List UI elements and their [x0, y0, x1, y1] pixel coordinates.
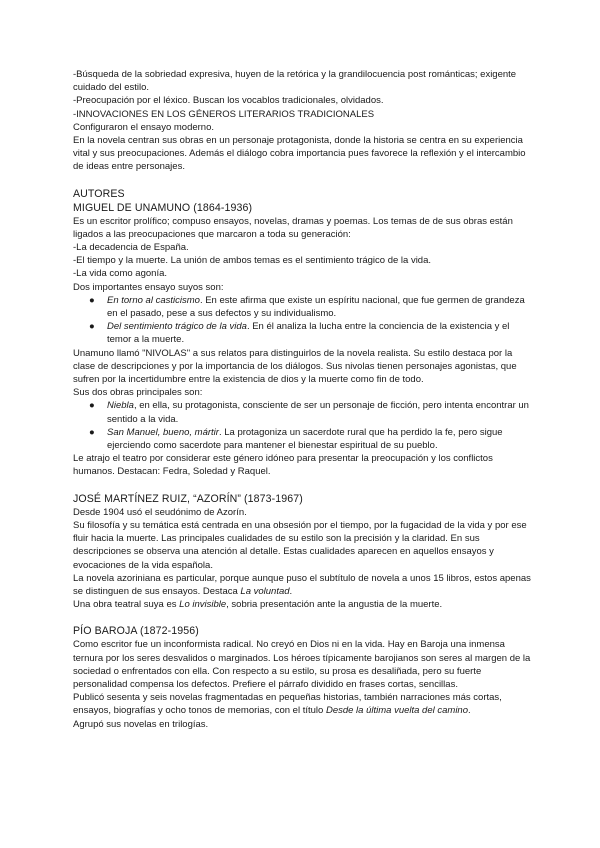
- list-item: [73, 426, 531, 452]
- essay-title: En torno al casticismo: [107, 294, 200, 306]
- essay-description: . En él analiza la lucha entre la conciencia de la existencia y el temor a la muerte.: [107, 321, 510, 346]
- azorin-paragraph-4: [73, 598, 531, 611]
- unamuno-essays-list: [73, 294, 531, 347]
- list-item: [73, 294, 531, 320]
- text-run: Publicó sesenta y seis novelas fragmentadas en pequeñas historias, también narraciones más cortas, ensayos, biografías y ocho tonos de memorias, con el título: [73, 692, 502, 717]
- text-run: , sobria presentación ante la angustia de la muerte.: [226, 599, 443, 611]
- document-page: [73, 68, 531, 731]
- intro-line-1: -Búsqueda de la sobriedad expresiva, huyen de la retórica y la grandilocuencia post románticas; exigente cuidado del estilo.: [73, 69, 517, 94]
- intro-line-2: -Preocupación por el léxico. Buscan los vocablos tradicionales, olvidados.: [73, 95, 384, 107]
- list-item: [73, 399, 531, 425]
- work-title: Niebla: [107, 400, 134, 412]
- bullet-icon: ●: [89, 400, 95, 412]
- text-run: .: [289, 585, 293, 597]
- work-title: San Manuel, bueno, mártir: [107, 426, 219, 438]
- bullet-icon: ●: [89, 321, 95, 333]
- work-description: , en ella, su protagonista, consciente de ser un personaje de ficción, pero intenta encontrar un sentido a la vida.: [107, 400, 529, 425]
- unamuno-paragraph-2: Dos importantes ensayo suyos son:: [73, 281, 224, 293]
- bullet-icon: ●: [89, 426, 95, 438]
- work-title: La voluntad: [240, 585, 290, 597]
- unamuno-paragraph-1: Es un escritor prolífico; compuso ensayos, novelas, dramas y poemas. Los temas de de sus obras están ligados a las preocupaciones que marcaron a toda su generación:: [73, 215, 513, 240]
- text-run: .: [468, 705, 471, 717]
- unamuno-paragraph-4: Sus dos obras principales son:: [73, 387, 203, 399]
- intro-line-4: Configuraron el ensayo moderno.: [73, 121, 215, 133]
- unamuno-theme-1: -La decadencia de España.: [73, 242, 189, 254]
- baroja-paragraph-1: Como escritor fue un inconformista radical. No creyó en Dios ni en la vida. Hay en Baroja una inmensa ternura por los seres desvalidos o marginados. Los héroes típicamente barojianos son seres al margen de la sociedad o enfrentados con ella. Con respecto a su estilo, su prosa es desaliñada, pero su fuerte personalidad compensa los defectos. Prefiere el párrafo dividido en frases cortas, sencillas.: [73, 639, 531, 690]
- bullet-icon: ●: [89, 294, 95, 306]
- unamuno-theme-3: -La vida como agonía.: [73, 268, 168, 280]
- work-title: Lo invisible: [179, 599, 227, 611]
- essay-title: Del sentimiento trágico de la vida: [107, 321, 247, 333]
- list-item: [73, 320, 531, 346]
- essay-description: . En este afirma que existe un espíritu nacional, que fue germen de grandeza en el pasado, pese a sus defectos y su individualismo.: [107, 294, 525, 320]
- autores-heading: AUTORES: [73, 187, 125, 200]
- unamuno-works-list: [73, 399, 531, 452]
- azorin-paragraph-1: Desde 1904 usó el seudónimo de Azorín.: [73, 506, 247, 518]
- unamuno-paragraph-5: Le atrajo el teatro por considerar este género idóneo para presentar la preocupación y los conflictos humanos. Destacan: Fedra, Soledad y Raquel.: [73, 453, 493, 478]
- azorin-paragraph-3: [73, 572, 531, 598]
- work-title: Desde la última vuelta del camino: [325, 705, 468, 717]
- work-description: . La protagoniza un sacerdote rural que ha perdido la fe, pero sigue ejerciendo como sacerdote para mantener el bienestar espiritual de su pueblo.: [107, 426, 503, 452]
- baroja-heading: PÍO BAROJA (1872-1956): [73, 625, 199, 638]
- unamuno-theme-2: -El tiempo y la muerte. La unión de ambos temas es el sentimiento trágico de la vida.: [73, 255, 432, 267]
- text-run: La novela azoriniana es particular, porque aunque puso el subtítulo de novela a unos 15 libros, estos apenas se distinguen de sus ensayos. Destaca: [73, 572, 531, 597]
- text-run: Una obra teatral suya es: [73, 599, 180, 611]
- intro-line-5: En la novela centran sus obras en un personaje protagonista, donde la historia se centra en su experiencia vital y sus preocupaciones. Además el diálogo cobra importancia pues favorece la reflexión y el intercambio de ideas entre personajes.: [73, 135, 526, 173]
- baroja-paragraph-3: Agrupó sus novelas en trilogías.: [73, 718, 209, 730]
- azorin-paragraph-2: Su filosofía y su temática está centrada en una obsesión por el tiempo, por la fugacidad de la vida y por ese fluir hacia la muerte. Las principales cualidades de su estilo son la precisión y la claridad. En sus descripciones se observa una atención al detalle. Estas cualidades aparecen en aquellos ensayos y evocaciones de la vida española.: [73, 519, 527, 571]
- intro-line-3: -INNOVACIONES EN LOS GÉNEROS LITERARIOS TRADICIONALES: [73, 108, 375, 120]
- unamuno-paragraph-3: Unamuno llamó "NIVOLAS" a sus relatos para distinguirlos de la novela realista. Su estilo destaca por la clase de descripciones y por la importancia de los diálogos. Sus nivolas tienen personajes agonistas, que sufren por la incertidumbre entre la existencia de dios y la muerte como fin de todo.: [73, 347, 517, 386]
- unamuno-heading: MIGUEL DE UNAMUNO (1864-1936): [73, 201, 253, 214]
- baroja-paragraph-2: [73, 691, 531, 717]
- azorin-heading: JOSÉ MARTÍNEZ RUIZ, “AZORÍN” (1873-1967): [73, 492, 303, 505]
